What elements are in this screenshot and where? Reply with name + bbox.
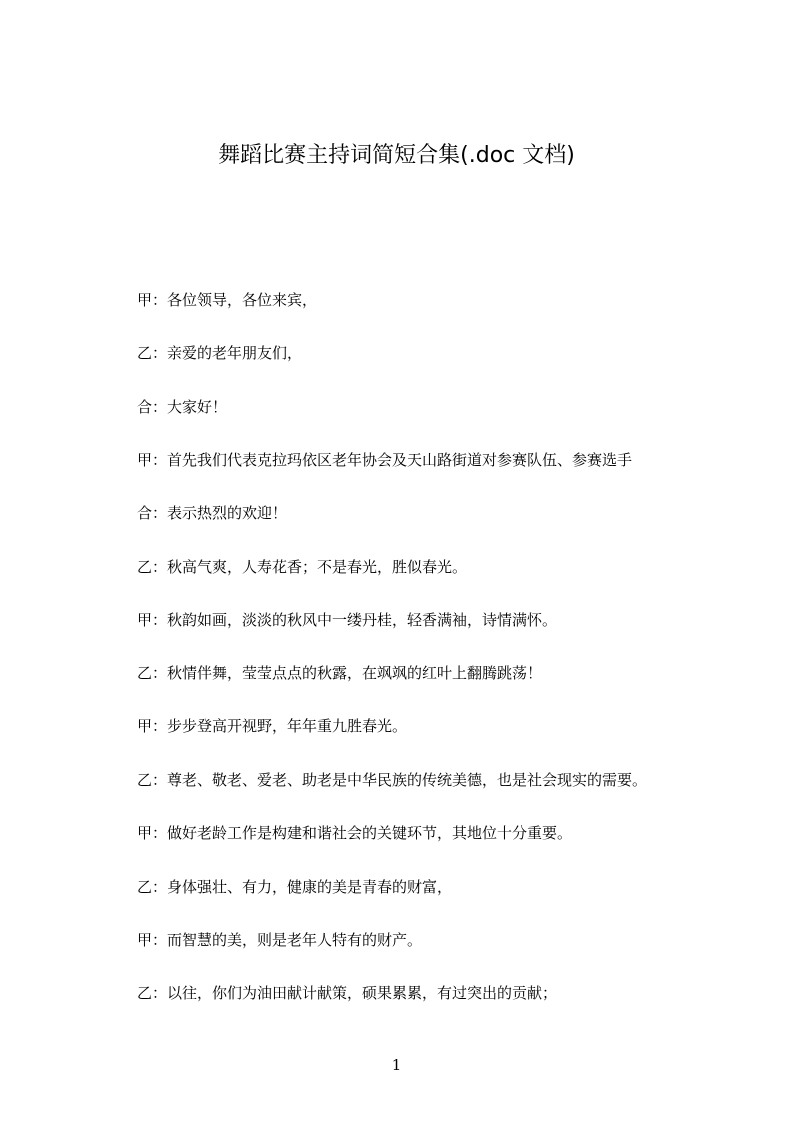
dialogue-line-11: 甲：做好老龄工作是构建和谐社会的关键环节，其地位十分重要。 (137, 824, 573, 842)
dialogue-line-12: 乙：身体强壮、有力，健康的美是青春的财富， (137, 878, 453, 896)
dialogue-line-1: 甲：各位领导，各位来宾， (137, 291, 318, 309)
dialogue-line-2: 乙：亲爱的老年朋友们， (137, 344, 303, 362)
dialogue-line-7: 甲：秋韵如画，淡淡的秋风中一缕丹桂，轻香满袖，诗情满怀。 (137, 611, 558, 629)
page-number: 1 (391, 1056, 402, 1074)
document-title: 舞蹈比赛主持词简短合集(.doc 文档) (218, 143, 575, 168)
dialogue-line-13: 甲：而智慧的美，则是老年人特有的财产。 (137, 931, 423, 949)
dialogue-line-14: 乙：以往，你们为油田献计献策，硕果累累，有过突出的贡献； (137, 984, 558, 1002)
dialogue-line-10: 乙：尊老、敬老、爱老、助老是中华民族的传统美德，也是社会现实的需要。 (137, 771, 648, 789)
dialogue-line-9: 甲：步步登高开视野，年年重九胜春光。 (137, 717, 408, 735)
dialogue-line-4: 甲：首先我们代表克拉玛依区老年协会及天山路街道对参赛队伍、参赛选手 (137, 451, 633, 469)
dialogue-line-3: 合：大家好！ (137, 398, 228, 416)
dialogue-line-6: 乙：秋高气爽，人寿花香；不是春光，胜似春光。 (137, 558, 468, 576)
dialogue-line-8: 乙：秋情伴舞，莹莹点点的秋露，在飒飒的红叶上翻腾跳荡！ (137, 664, 543, 682)
dialogue-line-5: 合：表示热烈的欢迎！ (137, 504, 288, 522)
